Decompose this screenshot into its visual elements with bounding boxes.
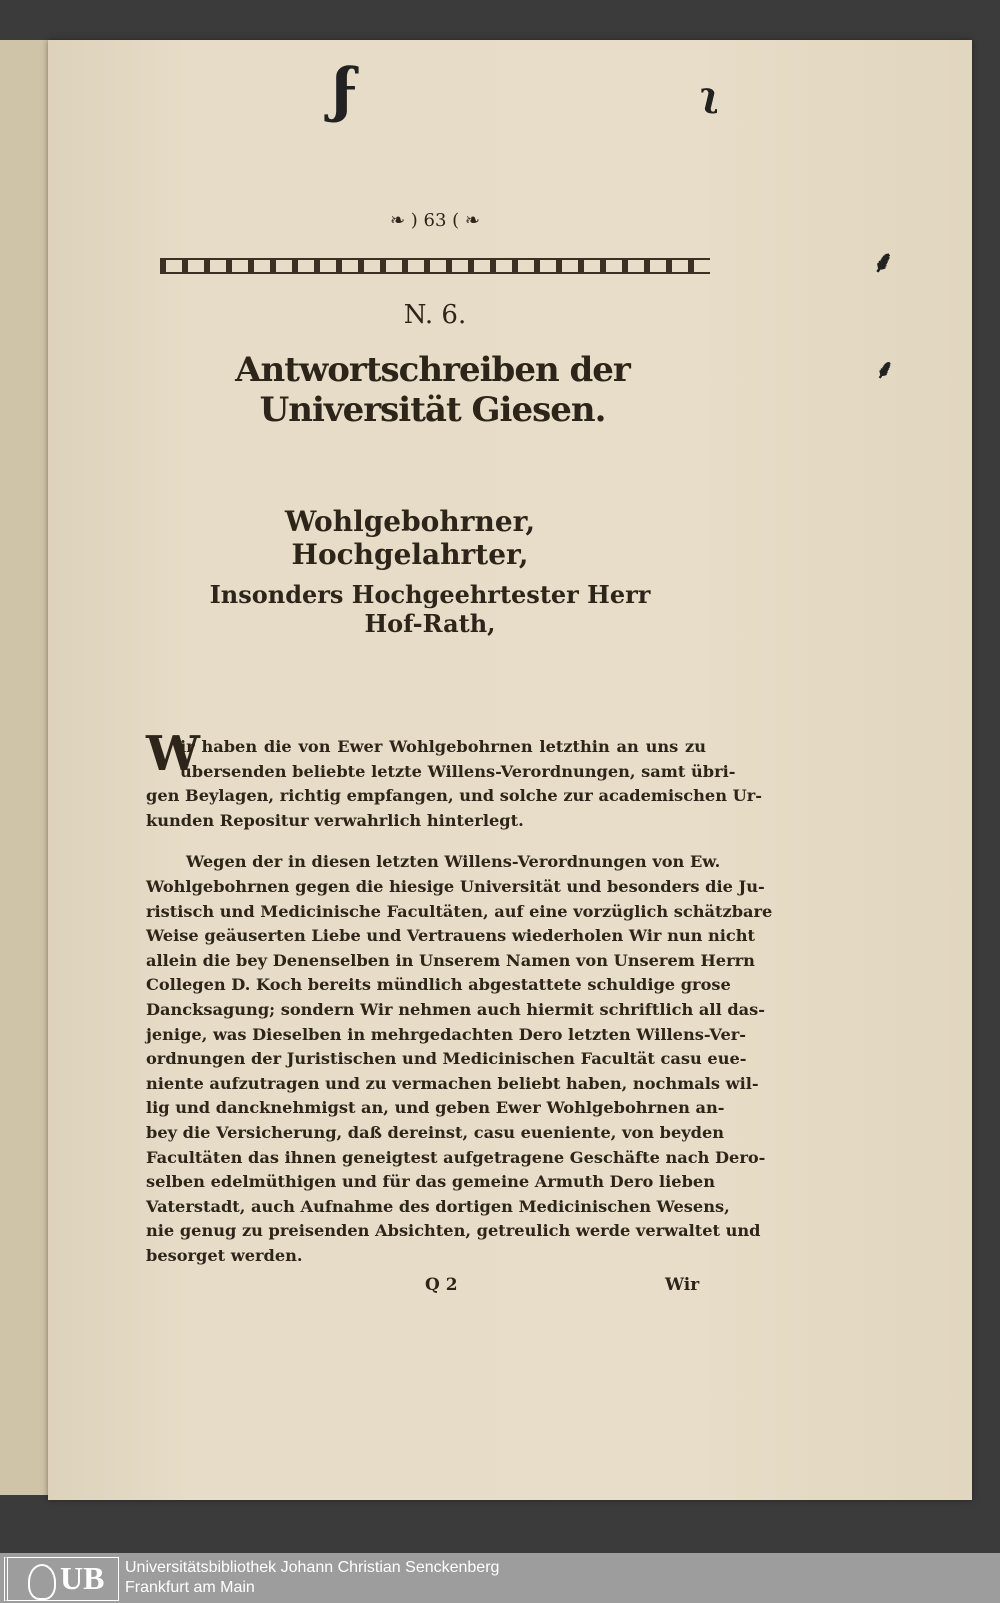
text-line: bey die Versicherung, daß dereinst, casu eueniente, von beyden: [146, 1122, 725, 1142]
library-logo[interactable]: [4, 1557, 119, 1601]
text-line: Dancksagung; sondern Wir nehmen auch hiermit schriftlich all das-: [146, 999, 765, 1019]
text-line: besorget werden.: [146, 1245, 303, 1265]
text-line: Wohlgebohrnen gegen die hiesige Universität und besonders die Ju-: [146, 876, 765, 896]
salutation-line-2: Insonders Hochgeehrtester Herr Hof-Rath,: [209, 580, 651, 638]
text-line: ir haben die von Ewer Wohlgebohrnen letzthin an uns zu: [180, 737, 706, 756]
text-line: niente aufzutragen und zu vermachen beliebt haben, nochmals wil-: [146, 1073, 759, 1093]
text-line: jenige, was Dieselben in mehrgedachten Dero letzten Willens-Ver-: [146, 1024, 746, 1044]
portrait-icon: [28, 1564, 56, 1600]
text-line: gen Beylagen, richtig empfangen, und solche zur academischen Ur-: [146, 786, 762, 806]
text-line: lig und dancknehmigst an, und geben Ewer Wohlgebohrnen an-: [146, 1098, 725, 1118]
document-number: N. 6.: [403, 300, 467, 330]
document-title: Antwortschreiben der Universität Giesen.: [235, 350, 630, 430]
catchword: Wir: [665, 1275, 700, 1295]
text-line: ordnungen der Juristischen und Medicinischen Facultät casu eue-: [146, 1049, 747, 1069]
text-line: nie genug zu preisenden Absichten, getreulich werde verwaltet und: [146, 1221, 761, 1241]
text-line: Collegen D. Koch bereits mündlich abgestattete schuldige grose: [146, 975, 731, 995]
text-line: Vaterstadt, auch Aufnahme des dortigen Medicinischen Wesens,: [146, 1196, 730, 1216]
facing-page-edge: [0, 40, 48, 1495]
page-number: ❧ ) 63 ( ❧: [390, 210, 480, 231]
text-line: übersenden beliebte letzte Willens-Verordnungen, samt übri-: [180, 761, 736, 781]
logo-text: UB: [60, 1560, 105, 1596]
ink-mark-icon: ⸙: [872, 245, 895, 280]
ink-mark-icon: ϝ: [330, 55, 362, 125]
ink-mark-icon: ʅ: [700, 75, 719, 115]
ornament-divider: [160, 258, 710, 274]
text-line: selben edelmüthigen und für das gemeine Armuth Dero lieben: [146, 1172, 715, 1192]
signature-mark: Q 2: [425, 1275, 458, 1295]
text-line: Facultäten das ihnen geneigtest aufgetragene Geschäfte nach Dero-: [146, 1147, 766, 1167]
text-line: kunden Repositur verwahrlich hinterlegt.: [146, 810, 524, 830]
library-footer: [0, 1553, 1000, 1603]
text-line: Wegen der in diesen letzten Willens-Verordnungen von Ew.: [186, 852, 721, 872]
text-line: ristisch und Medicinische Facultäten, auf eine vorzüglich schätzbare: [146, 901, 773, 921]
library-location: Frankfurt am Main: [125, 1579, 255, 1596]
ink-mark-icon: ⸙: [875, 355, 895, 385]
body-text: [146, 735, 773, 1268]
library-name: Universitätsbibliothek Johann Christian Senckenberg: [125, 1559, 500, 1576]
drop-cap: W: [146, 726, 200, 782]
text-line: allein die bey Denenselben in Unserem Namen von Unserem Herrn: [146, 950, 755, 970]
text-line: Weise geäuserten Liebe und Vertrauens wiederholen Wir nun nicht: [146, 926, 756, 946]
salutation-line-1: Wohlgebohrner, Hochgelahrter,: [284, 505, 536, 571]
